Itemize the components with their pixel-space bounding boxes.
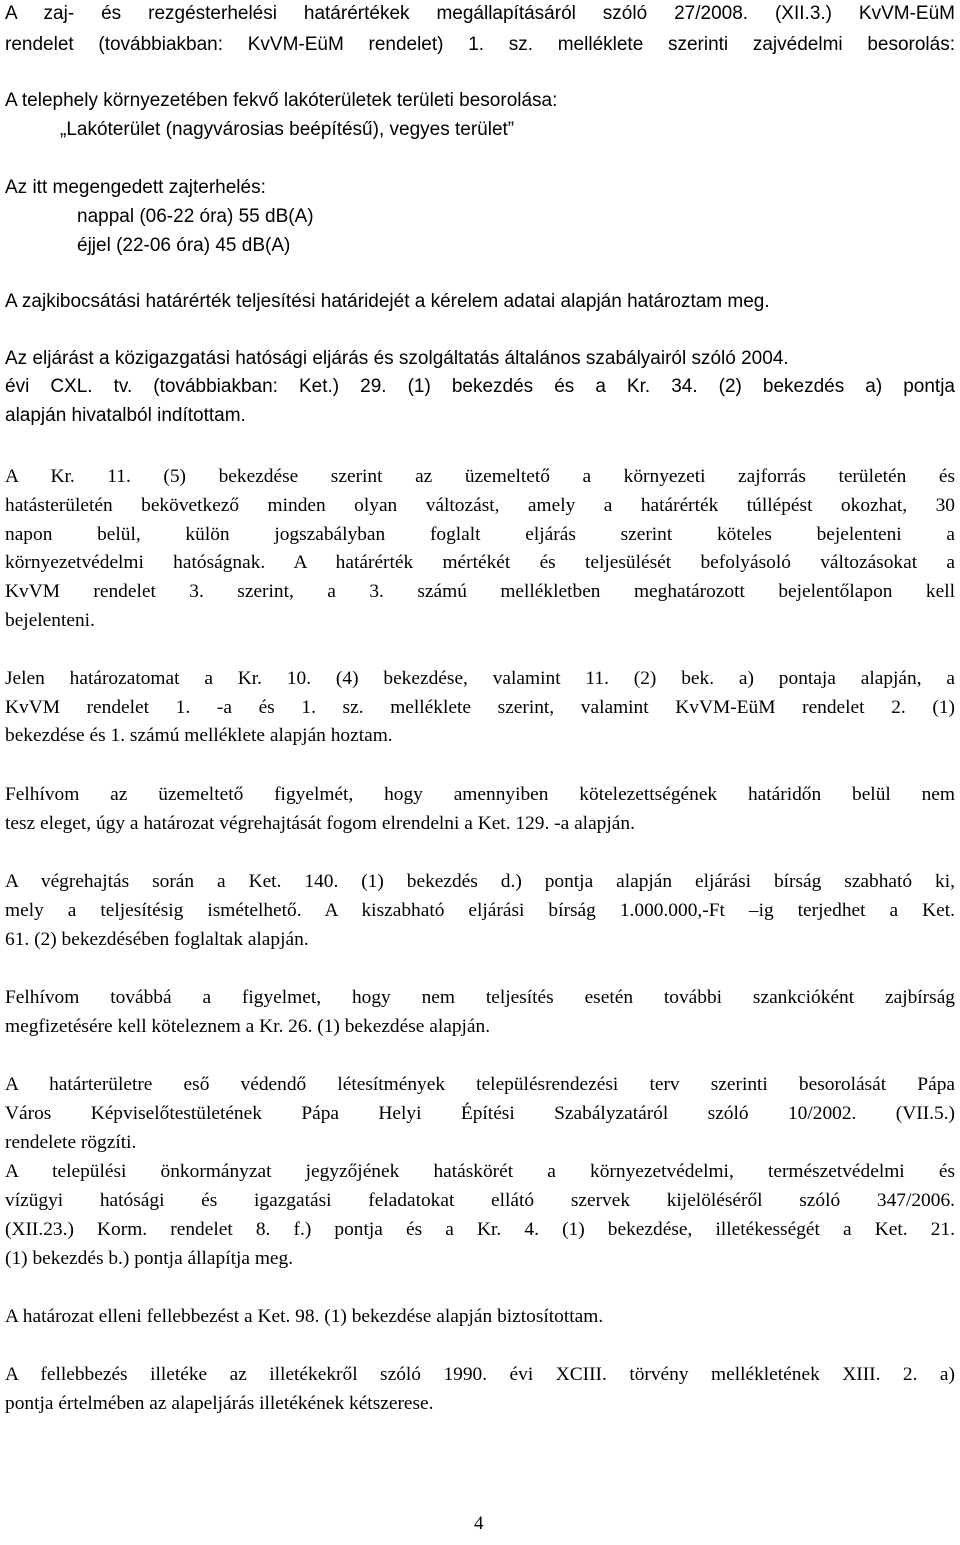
text-line: A határterületre eső védendő létesítmények településrendezési terv szerinti besorolását Pápa bbox=[5, 1074, 955, 1095]
text-line: vízügyi hatósági és igazgatási feladatokat ellátó szervek kijelöléséről szóló 347/2006. bbox=[5, 1190, 955, 1211]
text-line: környezetvédelmi hatóságnak. A határérték mértékét és teljesülését befolyásoló változásokat a bbox=[5, 552, 955, 573]
page-number: 4 bbox=[474, 1513, 484, 1534]
text-line: A fellebbezés illetéke az illetékekről szóló 1990. évi XCIII. törvény mellékletének XIII. 2. a) bbox=[5, 1364, 955, 1385]
text-line: Jelen határozatomat a Kr. 10. (4) bekezdése, valamint 11. (2) bek. a) pontaja alapján, a bbox=[5, 668, 955, 689]
text-line: pontja értelmében az alapeljárás illetékének kétszerese. bbox=[5, 1393, 434, 1414]
text-line: megfizetésére kell köteleznem a Kr. 26. (1) bekezdése alapján. bbox=[5, 1016, 491, 1037]
text-line: KvVM rendelet 1. -a és 1. sz. melléklete szerint, valamint KvVM-EüM rendelet 2. (1) bbox=[5, 697, 955, 718]
text-line: tesz eleget, úgy a határozat végrehajtását fogom elrendelni a Ket. 129. -a alapján. bbox=[5, 813, 635, 834]
text-line: A határozat elleni fellebbezést a Ket. 98. (1) bekezdése alapján biztosítottam. bbox=[5, 1306, 604, 1327]
text-line: A végrehajtás során a Ket. 140. (1) bekezdés d.) pontja alapján eljárási bírság szabható ki, bbox=[5, 871, 955, 892]
text-line: éjjel (22-06 óra) 45 dB(A) bbox=[77, 235, 291, 256]
text-line: A Kr. 11. (5) bekezdése szerint az üzemeltető a környezeti zajforrás területén és bbox=[5, 466, 955, 487]
text-line: nappal (06-22 óra) 55 dB(A) bbox=[77, 206, 314, 227]
text-line: (1) bekezdés b.) pontja állapítja meg. bbox=[5, 1248, 294, 1269]
text-line: KvVM rendelet 3. szerint, a 3. számú mellékletben meghatározott bejelentőlapon kell bbox=[5, 581, 955, 602]
text-line: (XII.23.) Korm. rendelet 8. f.) pontja és a Kr. 4. (1) bekezdése, illetékességét a Ket. 21. bbox=[5, 1219, 955, 1240]
text-line: alapján hivatalból indítottam. bbox=[5, 405, 246, 426]
text-line: Az itt megengedett zajterhelés: bbox=[5, 177, 266, 198]
text-line: Város Képviselőtestületének Pápa Helyi Építési Szabályzatáról szóló 10/2002. (VII.5.) bbox=[5, 1103, 955, 1124]
text-line: rendelet (továbbiakban: KvVM-EüM rendelet) 1. sz. melléklete szerinti zajvédelmi besorolás: bbox=[5, 34, 955, 55]
text-line: hatásterületén bekövetkező minden olyan változást, amely a határérték túllépést okozhat, 30 bbox=[5, 495, 955, 516]
text-line: A zajkibocsátási határérték teljesítési határidejét a kérelem adatai alapján határoztam meg. bbox=[5, 291, 770, 312]
text-line: bekezdése és 1. számú melléklete alapján hoztam. bbox=[5, 725, 393, 746]
text-line: napon belül, külön jogszabályban foglalt eljárás szerint köteles bejelenteni a bbox=[5, 524, 955, 545]
text-line: Felhívom az üzemeltető figyelmét, hogy amennyiben kötelezettségének határidőn belül nem bbox=[5, 784, 955, 805]
text-line: „Lakóterület (nagyvárosias beépítésű), vegyes terület” bbox=[60, 119, 515, 140]
text-line: évi CXL. tv. (továbbiakban: Ket.) 29. (1) bekezdés és a Kr. 34. (2) bekezdés a) pontja bbox=[5, 376, 955, 397]
text-line: rendelete rögzíti. bbox=[5, 1132, 137, 1153]
text-line: A települési önkormányzat jegyzőjének hatáskörét a környezetvédelmi, természetvédelmi és bbox=[5, 1161, 955, 1182]
text-line: A zaj- és rezgésterhelési határértékek megállapításáról szóló 27/2008. (XII.3.) KvVM-EüM bbox=[5, 3, 955, 24]
text-line: mely a teljesítésig ismételhető. A kiszabható eljárási bírság 1.000.000,-Ft –ig terjedhet a Ket. bbox=[5, 900, 955, 921]
text-line: A telephely környezetében fekvő lakóterületek területi besorolása: bbox=[5, 90, 558, 111]
text-line: bejelenteni. bbox=[5, 610, 95, 631]
text-line: Az eljárást a közigazgatási hatósági eljárás és szolgáltatás általános szabályairól szóló 2004. bbox=[5, 348, 789, 369]
text-line: Felhívom továbbá a figyelmet, hogy nem teljesítés esetén további szankcióként zajbírság bbox=[5, 987, 955, 1008]
text-line: 61. (2) bekezdésében foglaltak alapján. bbox=[5, 929, 309, 950]
